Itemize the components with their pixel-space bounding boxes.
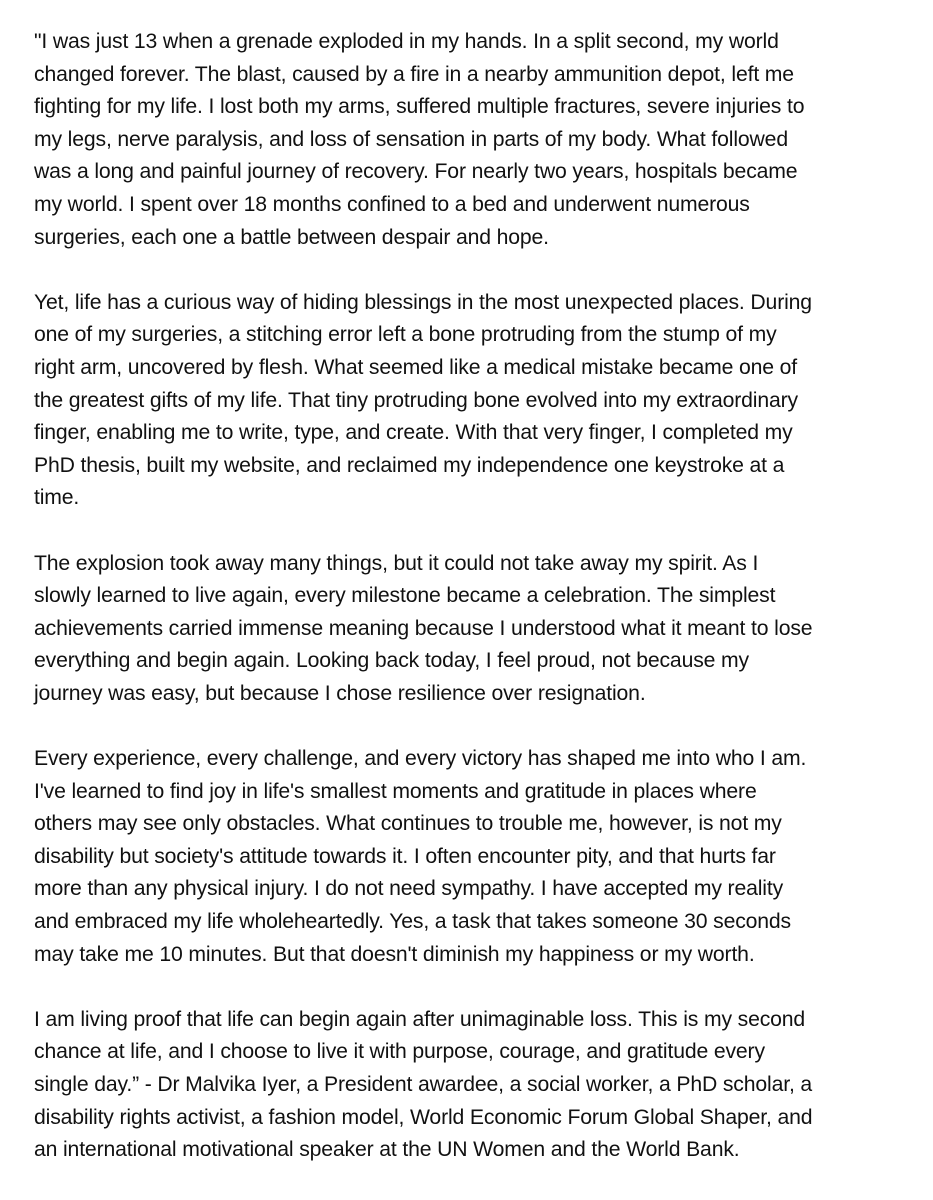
text-line: The explosion took away many things, but it could not take away my spirit. As I (34, 551, 759, 575)
text-line: disability but society's attitude towards it. I often encounter pity, and that hurts far (34, 844, 776, 868)
text-line: and embraced my life wholeheartedly. Yes, a task that takes someone 30 seconds (34, 910, 791, 934)
text-line: was a long and painful journey of recovery. For nearly two years, hospitals became (34, 160, 798, 184)
text-line: my world. I spent over 18 months confined to a bed and underwent numerous (34, 192, 750, 216)
text-line: more than any physical injury. I do not need sympathy. I have accepted my reality (34, 877, 784, 901)
text-line: chance at life, and I choose to live it with purpose, courage, and gratitude every (34, 1040, 765, 1064)
text-line: disability rights activist, a fashion model, World Economic Forum Global Shaper, and (34, 1105, 813, 1129)
paragraph-3 (34, 548, 913, 711)
paragraph-5 (34, 1004, 913, 1167)
paragraph-1 (34, 26, 913, 254)
text-line: PhD thesis, built my website, and reclaimed my independence one keystroke at a (34, 453, 785, 477)
text-line: time. (34, 486, 80, 510)
text-line: surgeries, each one a battle between despair and hope. (34, 225, 549, 249)
text-line: others may see only obstacles. What continues to trouble me, however, is not my (34, 812, 782, 836)
text-line: everything and begin again. Looking back today, I feel proud, not because my (34, 649, 749, 673)
text-line: single day.” - Dr Malvika Iyer, a President awardee, a social worker, a PhD scholar, a (34, 1073, 813, 1096)
text-line: my legs, nerve paralysis, and loss of sensation in parts of my body. What followed (34, 127, 788, 151)
text-line: an international motivational speaker at the UN Women and the World Bank. (34, 1138, 740, 1162)
paragraph-4 (34, 743, 913, 971)
text-line: the greatest gifts of my life. That tiny protruding bone evolved into my extraordinary (34, 388, 798, 412)
text-line: finger, enabling me to write, type, and create. With that very finger, I completed my (34, 421, 793, 445)
text-line: one of my surgeries, a stitching error left a bone protruding from the stump of my (34, 323, 777, 347)
text-line: may take me 10 minutes. But that doesn't diminish my happiness or my worth. (34, 942, 755, 966)
text-line: Yet, life has a curious way of hiding blessings in the most unexpected places. During (34, 290, 812, 314)
text-line: Every experience, every challenge, and every victory has shaped me into who I am. (34, 747, 807, 771)
text-line: right arm, uncovered by flesh. What seemed like a medical mistake became one of (34, 355, 798, 379)
text-line: slowly learned to live again, every milestone became a celebration. The simplest (34, 584, 776, 608)
text-line: journey was easy, but because I chose resilience over resignation. (34, 681, 646, 705)
text-line: fighting for my life. I lost both my arms, suffered multiple fractures, severe injuries to (34, 95, 805, 119)
text-line: changed forever. The blast, caused by a fire in a nearby ammunition depot, left me (34, 62, 794, 86)
text-line: "I was just 13 when a grenade exploded in my hands. In a split second, my world (34, 30, 779, 53)
text-line: achievements carried immense meaning because I understood what it meant to lose (34, 616, 813, 640)
text-line: I've learned to find joy in life's smallest moments and gratitude in places where (34, 779, 757, 803)
text-line: I am living proof that life can begin again after unimaginable loss. This is my second (34, 1007, 806, 1031)
paragraph-2 (34, 287, 913, 515)
